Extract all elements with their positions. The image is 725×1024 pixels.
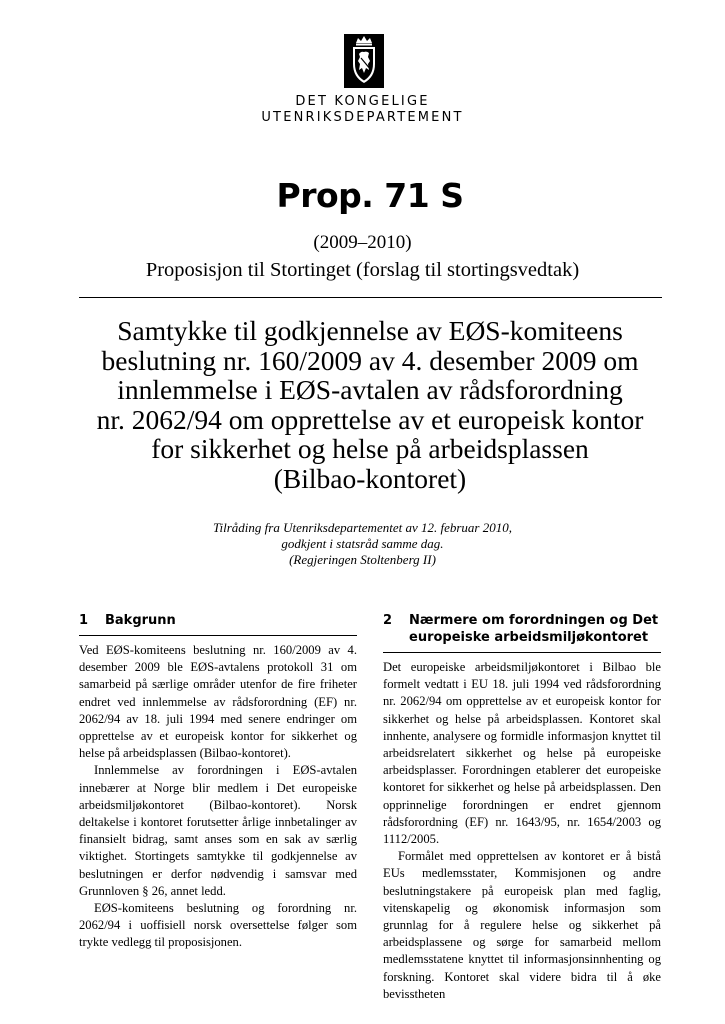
approval-line: Tilråding fra Utenriksdepartementet av 12. februar 2010,	[213, 520, 512, 535]
title-line: for sikkerhet og helse på arbeidsplassen	[151, 433, 589, 465]
approval-note	[0, 520, 725, 568]
ministry-name-line2: UTENRIKSDEPARTEMENT	[261, 110, 464, 125]
paragraph: Innlemmelse av forordningen i EØS-avtalen innebærer at Norge blir medlem i Det europeiske arbeidsmiljøkontoret (Bilbao-kontoret). Norsk deltakelse i kontoret forutsetter årlige innbetalinger av finansielt bidrag, samt anses som en sak av særlig viktighet. Stortingets samtykke til godkjennelse av beslutningen er derfor nødvendig i samsvar med Grunnloven § 26, annet ledd.	[79, 763, 357, 898]
paragraph: Det europeiske arbeidsmiljøkontoret i Bilbao ble formelt vedtatt i EU 18. juli 1994 ved rådsforordning nr. 2062/94 om opprettelse av et europeisk kontor for sikkerhet og helse på arbeidsplassen. Kontoret skal innhente, analysere og formidle informasjon knyttet til arbeidsrelatert sikkerhet og helse på europeiske arbeidsplasser. Forordningen etablerer det europeiske kontoret for sikkerhet og helse på arbeidsplassen. Den opprinnelige forordningen er endret gjennom rådsforordning (EF) nr. 1643/95, nr. 1654/2003 og 1112/2005.	[383, 660, 661, 847]
section-title: Bakgrunn	[105, 613, 176, 628]
section-number: 2	[383, 613, 393, 628]
paragraph: EØS-komiteens beslutning og forordning nr. 2062/94 i uoffisiell norsk oversettelse følger som trykte vedlegg til proposisjonen.	[79, 901, 357, 950]
proposition-number: Prop. 71 S	[276, 176, 464, 215]
session-years: (2009–2010)	[313, 232, 412, 253]
government-line: (Regjeringen Stoltenberg II)	[289, 552, 436, 567]
ministry-name-line1: DET KONGELIGE	[295, 94, 430, 109]
title-divider	[79, 297, 662, 298]
section-forordningen	[383, 612, 661, 1003]
section-number: 1	[79, 613, 89, 628]
title-line: (Bilbao-kontoret)	[273, 462, 467, 494]
section-title: Nærmere om forordningen og Det europeiske arbeidsmiljøkontoret	[409, 613, 659, 645]
norwegian-coat-of-arms-icon	[344, 34, 384, 88]
section-heading	[383, 612, 661, 646]
paragraph: Formålet med opprettelsen av kontoret er å bistå EUs medlemsstater, Kommisjonen og andre beslutningstakere på europeisk plan med faglig, vitenskapelig og økonomisk informasjon som grunnlag for å regulere helse og sikkerhet på arbeidsplassene og sørge for samarbeid mellom medlemsstatene knyttet til informasjonsinnhenting og forskning. Kontoret skal videre bidra til å øke bevisstheten	[383, 849, 661, 1001]
section-body	[79, 642, 357, 952]
proposition-type: Proposisjon til Stortinget (forslag til stortingsvedtak)	[145, 259, 580, 281]
section-heading	[79, 612, 357, 629]
title-line: innlemmelse i EØS-avtalen av rådsforordning	[117, 374, 623, 406]
section-divider	[79, 635, 357, 636]
section-bakgrunn	[79, 612, 357, 952]
title-line: nr. 2062/94 om opprettelse av et europeisk kontor	[96, 403, 644, 435]
approval-line: godkjent i statsråd samme dag.	[281, 536, 444, 551]
title-line: Samtykke til godkjennelse av EØS-komiteens	[117, 315, 623, 346]
document-title	[70, 316, 670, 494]
section-divider	[383, 652, 661, 653]
section-body	[383, 659, 661, 1003]
paragraph: Ved EØS-komiteens beslutning nr. 160/2009 av 4. desember 2009 ble EØS-avtalens protokoll 31 om samarbeid på særlige områder utenfor de fire friheter endret ved innlemmelse av rådsforordning (EF) nr. 2062/94 av 18. juli 1994 med senere endringer om opprettelse av et europeisk kontor for sikkerhet og helse på arbeidsplassen (Bilbao-kontoret).	[79, 643, 357, 761]
title-line: beslutning nr. 160/2009 av 4. desember 2009 om	[101, 344, 639, 376]
